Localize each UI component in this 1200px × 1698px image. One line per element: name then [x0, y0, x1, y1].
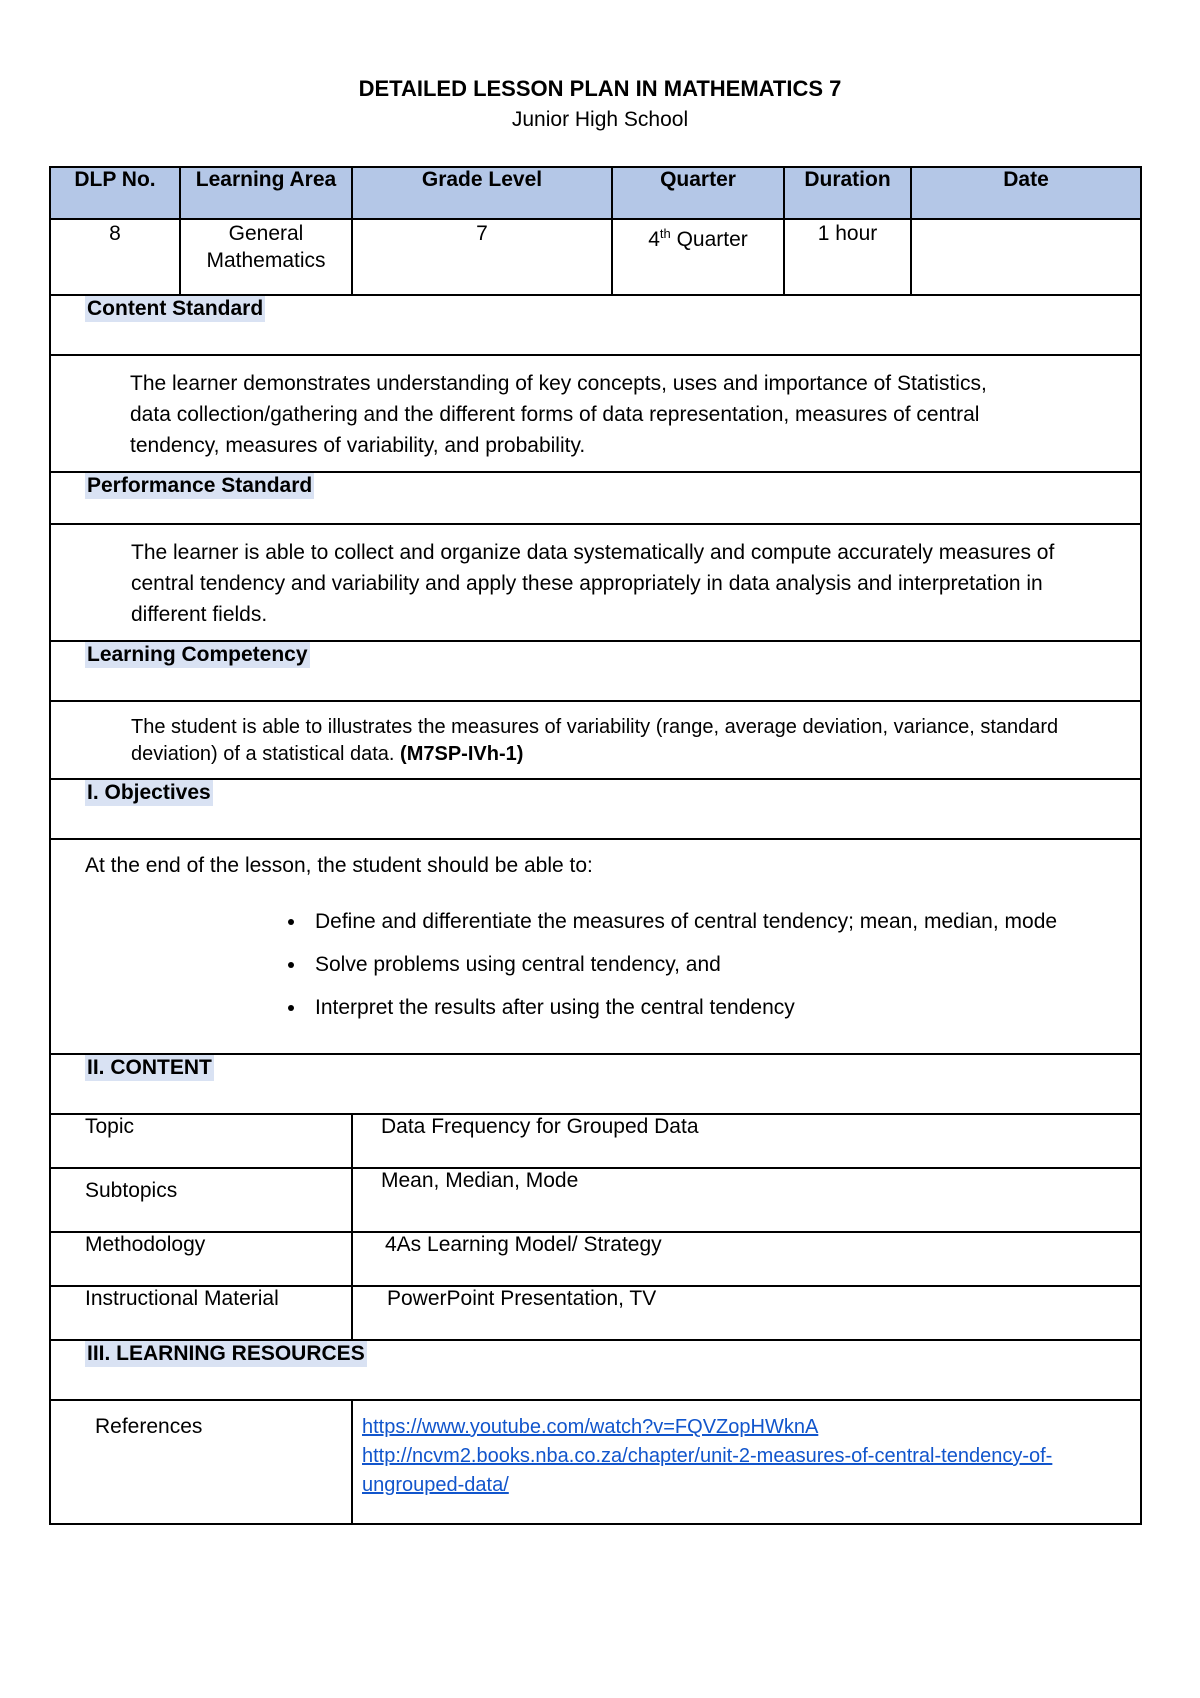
- learning-area-line1: General: [228, 222, 304, 245]
- header-row: [50, 167, 1141, 219]
- value-learning-area: [180, 219, 352, 295]
- objective-item: • Solve problems using central tendency, and: [307, 943, 1100, 986]
- header-duration: Duration: [784, 167, 911, 219]
- content-header: [50, 1054, 1141, 1114]
- references-row: [50, 1400, 1141, 1524]
- content-label: II. CONTENT: [87, 1056, 212, 1079]
- content-standard-text: The learner demonstrates understanding of key concepts, uses and importance of Statistics, data collection/gathering and the different forms of data representation, measures of central tendency, measures of variability, and probability.: [130, 372, 987, 457]
- objective-item: • Define and differentiate the measures of central tendency; mean, median, mode: [307, 900, 1100, 943]
- learning-competency-text: [51, 702, 1140, 778]
- header-quarter: Quarter: [612, 167, 784, 219]
- material-key: Instructional Material: [50, 1286, 352, 1340]
- objectives-header: [50, 779, 1141, 839]
- header-date: Date: [911, 167, 1141, 219]
- subtopics-key: Subtopics: [50, 1168, 352, 1232]
- objectives-label: I. Objectives: [87, 781, 211, 804]
- objectives-row: [50, 839, 1141, 1054]
- quarter-word: Quarter: [670, 228, 748, 251]
- competency-code: (M7SP-IVh-1): [400, 743, 524, 765]
- document-title: DETAILED LESSON PLAN IN MATHEMATICS 7: [358, 76, 842, 101]
- objectives-list: [51, 900, 1140, 1029]
- competency-statement: The student is able to illustrates the measures of variability (range, average deviation, variance, standard deviation) of a statistical data.: [131, 716, 1059, 765]
- learning-resources-label: III. LEARNING RESOURCES: [87, 1342, 365, 1365]
- learning-competency-label: Learning Competency: [87, 643, 308, 666]
- objectives-intro: At the end of the lesson, the student should be able to:: [85, 854, 593, 877]
- content-standard-header: [50, 295, 1141, 355]
- value-quarter: [612, 219, 784, 295]
- learning-competency-row: [50, 701, 1141, 779]
- learning-competency-header: [50, 641, 1141, 701]
- methodology-key: Methodology: [50, 1232, 352, 1286]
- references-links: [352, 1400, 1141, 1524]
- references-key: References: [50, 1400, 352, 1524]
- content-topic-row: [50, 1114, 1141, 1168]
- performance-standard-text: The learner is able to collect and organize data systematically and compute accurately measures of central tendency and variability and apply these appropriately in data analysis and interpretation in different fields.: [131, 541, 1055, 626]
- values-row: [50, 219, 1141, 295]
- content-standard-label: Content Standard: [87, 297, 264, 320]
- learning-resources-header: [50, 1340, 1141, 1400]
- header-learning-area: Learning Area: [180, 167, 352, 219]
- reference-link-youtube[interactable]: https://www.youtube.com/watch?v=FQVZopHWknA: [362, 1416, 819, 1438]
- quarter-number: 4: [648, 228, 660, 251]
- value-duration: 1 hour: [784, 219, 911, 295]
- learning-area-line2: Mathematics: [206, 249, 326, 272]
- methodology-value: 4As Learning Model/ Strategy: [352, 1232, 1141, 1286]
- material-value: PowerPoint Presentation, TV: [352, 1286, 1141, 1340]
- topic-value: Data Frequency for Grouped Data: [352, 1114, 1141, 1168]
- content-methodology-row: [50, 1232, 1141, 1286]
- content-material-row: [50, 1286, 1141, 1340]
- value-dlp-no: 8: [50, 219, 180, 295]
- performance-standard-row: [50, 524, 1141, 641]
- topic-key: Topic: [50, 1114, 352, 1168]
- value-date: [911, 219, 1141, 295]
- quarter-ordinal: th: [659, 226, 671, 241]
- value-grade-level: 7: [352, 219, 612, 295]
- document-subtitle: Junior High School: [511, 108, 689, 131]
- header-grade-level: Grade Level: [352, 167, 612, 219]
- subtopics-value: Mean, Median, Mode: [352, 1168, 1141, 1232]
- content-subtopics-row: [50, 1168, 1141, 1232]
- reference-link-ncvm2[interactable]: http://ncvm2.books.nba.co.za/chapter/unit-2-measures-of-central-tendency-of-ungrouped-data/: [362, 1445, 1053, 1496]
- content-standard-row: [50, 355, 1141, 472]
- header-dlp-no: DLP No.: [50, 167, 180, 219]
- objective-item: • Interpret the results after using the central tendency: [307, 986, 1100, 1029]
- performance-standard-header: [50, 472, 1141, 524]
- lesson-plan-table: [49, 166, 1142, 1525]
- performance-standard-label: Performance Standard: [87, 474, 313, 497]
